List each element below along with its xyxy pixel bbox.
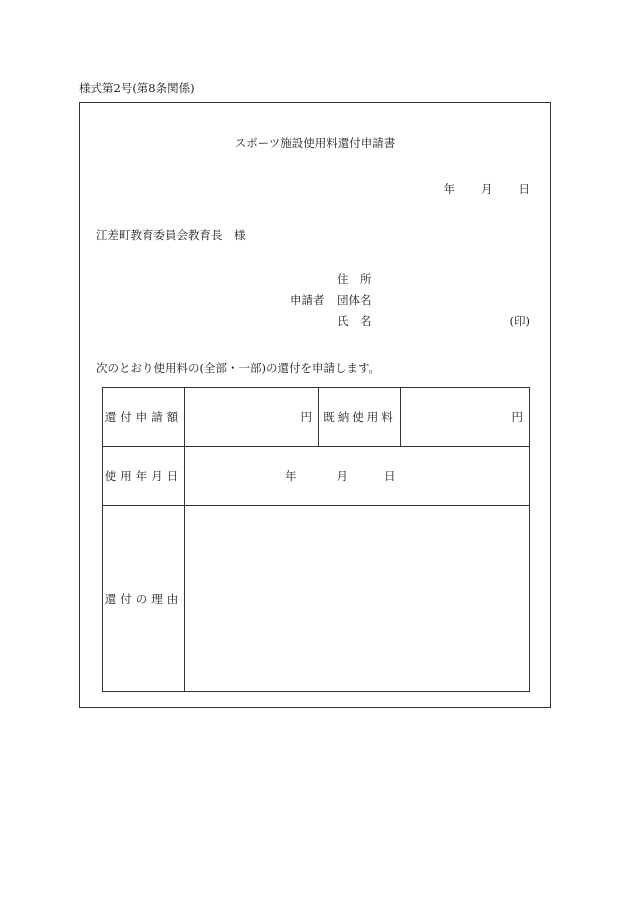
date-day-label: 日: [518, 182, 530, 196]
paid-fee-yen: 円: [511, 410, 523, 424]
paid-fee-value-cell[interactable]: [401, 388, 530, 447]
date-year-label: 年: [443, 182, 455, 196]
use-date-month: 月: [336, 469, 348, 483]
use-date-row: [103, 447, 530, 506]
refund-amount-yen: 円: [300, 410, 312, 424]
reason-value-cell[interactable]: [185, 506, 530, 692]
use-date-year: 年: [285, 469, 297, 483]
name-label: 氏 名: [337, 314, 372, 328]
refund-details-table: [102, 387, 530, 692]
use-date-label: 使用年月日: [103, 447, 185, 506]
application-form-frame: [79, 102, 551, 708]
refund-amount-value-cell[interactable]: [185, 388, 319, 447]
organization-name-label: 団体名: [337, 293, 372, 307]
use-date-day: 日: [384, 469, 396, 483]
paid-fee-label: 既納使用料: [319, 388, 401, 447]
addressee: 江差町教育委員会教育長 様: [96, 228, 246, 242]
refund-amount-label: 還付申請額: [103, 388, 185, 447]
reason-label: 還付の理由: [103, 506, 185, 692]
application-date-line: [444, 181, 531, 197]
reason-row: [103, 506, 530, 692]
request-statement: 次のとおり使用料の(全部・一部)の還付を申請します。: [96, 361, 381, 375]
form-title: スポーツ施設使用料還付申請書: [234, 136, 396, 150]
refund-amount-row: [103, 388, 530, 447]
applicant-label: 申請者: [290, 293, 325, 307]
date-month-label: 月: [481, 182, 493, 196]
use-date-value-cell[interactable]: [185, 447, 530, 506]
seal-mark: (印): [509, 314, 530, 328]
form-number-label: 様式第2号(第8条関係): [79, 81, 195, 95]
address-label: 住 所: [337, 272, 372, 286]
